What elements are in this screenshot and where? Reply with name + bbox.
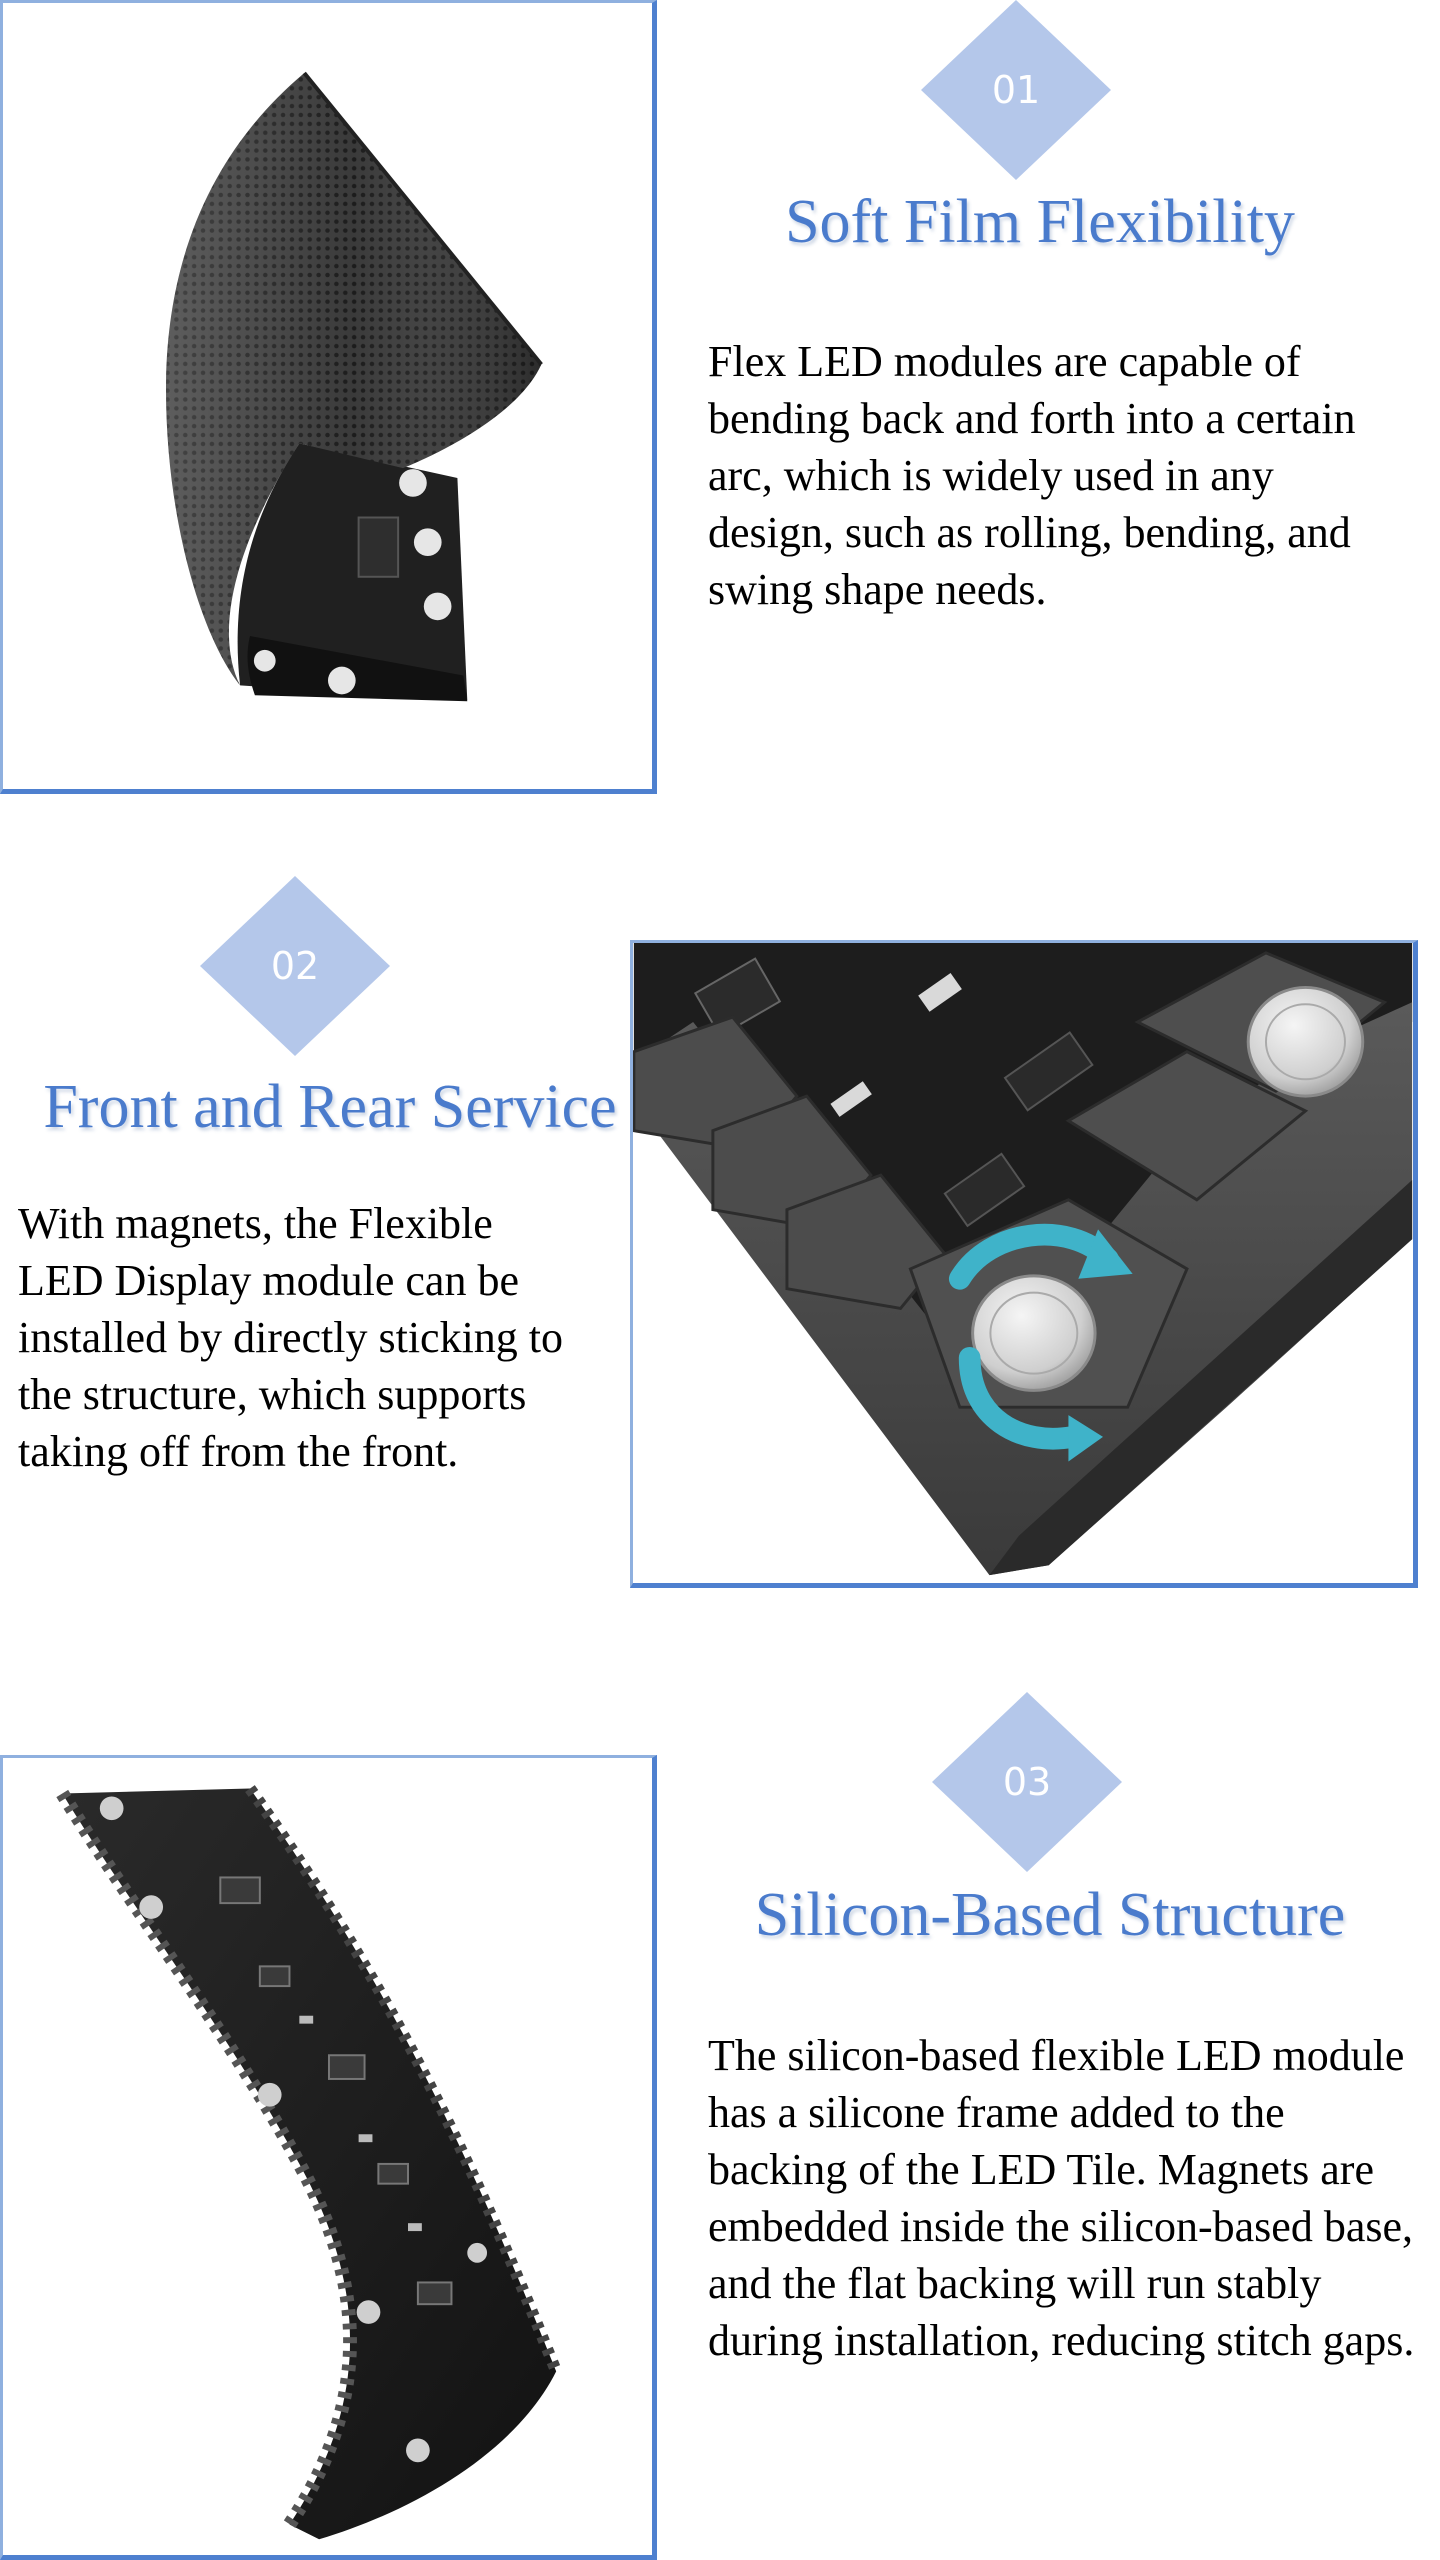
section-number: 03 — [1002, 1760, 1052, 1804]
silicon-module-image-frame — [0, 1755, 657, 2560]
section-description-text: Flex LED modules are capable of bending back and forth into a certain arc, which is widely used in any design, such as rolling, bending, and swing shape needs. — [708, 337, 1356, 614]
section-description — [708, 333, 1408, 618]
flexible-led-module-photo — [3, 3, 652, 789]
section-number: 02 — [270, 944, 320, 988]
section-description-text: The silicon-based flexible LED module has a silicone frame added to the backing of the LED Tile. Magnets are embedded inside the silicon-based base, and the flat backing will run stably during installation, reducing stitch gaps. — [708, 2031, 1415, 2365]
section-description-text: With magnets, the Flexible LED Display module can be installed by directly sticking to the structure, which supports taking off from the front. — [18, 1199, 564, 1476]
section-title: Soft Film Flexibility — [785, 188, 1295, 256]
silicon-module-photo — [3, 1758, 652, 2555]
section-title: Front and Rear Service — [43, 1073, 617, 1141]
section-title: Silicon-Based Structure — [754, 1881, 1346, 1949]
section-description — [708, 2027, 1418, 2369]
magnet-closeup-photo — [633, 943, 1413, 1583]
section-number-badge — [932, 1692, 1122, 1872]
magnet-service-image-frame — [630, 940, 1418, 1588]
section-number-badge — [200, 876, 390, 1056]
section-number: 01 — [991, 68, 1041, 112]
flexible-led-module-image-frame — [0, 0, 657, 794]
section-number-badge — [921, 0, 1111, 180]
section-description — [18, 1195, 588, 1480]
